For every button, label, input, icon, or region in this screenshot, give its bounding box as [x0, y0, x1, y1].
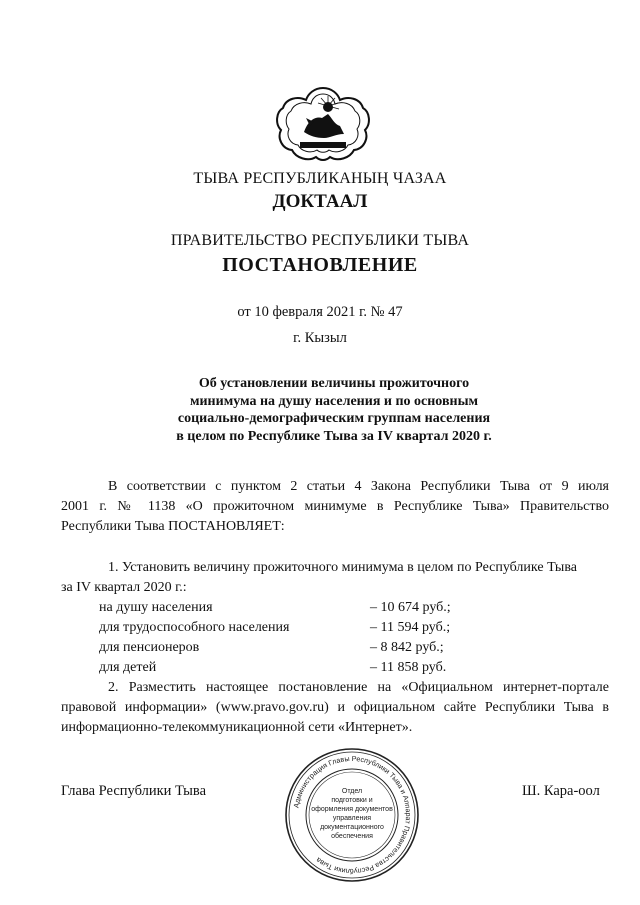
stamp-center-line: подготовки и	[331, 797, 373, 804]
stamp-ring-text: Администрация Главы Республики Тыва и Аппарат Правительства Республики Тыва	[291, 753, 414, 877]
item-2-line: информационно-телекоммуникационной сети «Интернет».	[61, 720, 413, 735]
value-category: для трудоспособного населения	[99, 620, 290, 635]
ru-government-name: ПРАВИТЕЛЬСТВО РЕСПУБЛИКИ ТЫВА	[170, 232, 470, 249]
signature-position: Глава Республики Тыва	[61, 783, 207, 799]
tyva-document-type: ДОКТААЛ	[272, 191, 368, 212]
city: г. Кызыл	[293, 330, 347, 346]
item-1-line: 1. Установить величину прожиточного минимума в целом по Республике Тыва	[108, 560, 577, 575]
item-2-line: правовой информации» (www.pravo.gov.ru) и официальном сайте Республики Тыва в	[61, 700, 609, 715]
value-amount: – 11 594 руб.;	[370, 620, 451, 635]
item-1-line: за IV квартал 2020 г.:	[61, 580, 187, 595]
preamble-line: Республики Тыва ПОСТАНОВЛЯЕТ:	[61, 519, 285, 534]
tyva-emblem-icon	[270, 84, 376, 164]
item-2-line: 2. Разместить настоящее постановление на «Официальном интернет-портале	[108, 680, 609, 695]
resolution-title	[0, 375, 640, 445]
title-line: минимума на душу населения и по основным	[189, 393, 479, 409]
value-amount: – 10 674 руб.;	[370, 600, 451, 615]
official-stamp	[282, 745, 422, 885]
tyva-government-name: ТЫВА РЕСПУБЛИКАНЫҢ ЧАЗАА	[193, 170, 447, 187]
stamp-center-line: оформления документов	[311, 806, 393, 813]
preamble-line: В соответствии с пунктом 2 статьи 4 Закона Республики Тыва от 9 июля	[108, 479, 609, 494]
value-amount: – 11 858 руб.	[370, 660, 447, 675]
signature-name: Ш. Кара-оол	[522, 783, 600, 799]
date-number: от 10 февраля 2021 г. № 47	[237, 304, 403, 320]
preamble-line: 2001 г. № 1138 «О прожиточном минимуме в Республике Тыва» Правительство	[61, 499, 609, 514]
value-category: для детей	[99, 660, 157, 675]
value-category: для пенсионеров	[99, 640, 200, 655]
ru-document-type: ПОСТАНОВЛЕНИЕ	[222, 254, 418, 276]
stamp-center-line: Отдел	[341, 788, 363, 795]
value-amount: – 8 842 руб.;	[370, 640, 444, 655]
value-category: на душу населения	[99, 600, 213, 615]
stamp-center-line: документационного	[320, 824, 384, 831]
title-line: социально-демографическим группам населения	[177, 411, 491, 427]
title-line: в целом по Республике Тыва за IV квартал 2020 г.	[176, 428, 492, 444]
stamp-center-line: управления	[332, 815, 372, 822]
title-line: Об установлении величины прожиточного	[198, 376, 470, 391]
stamp-center-line: обеспечения	[331, 833, 373, 840]
